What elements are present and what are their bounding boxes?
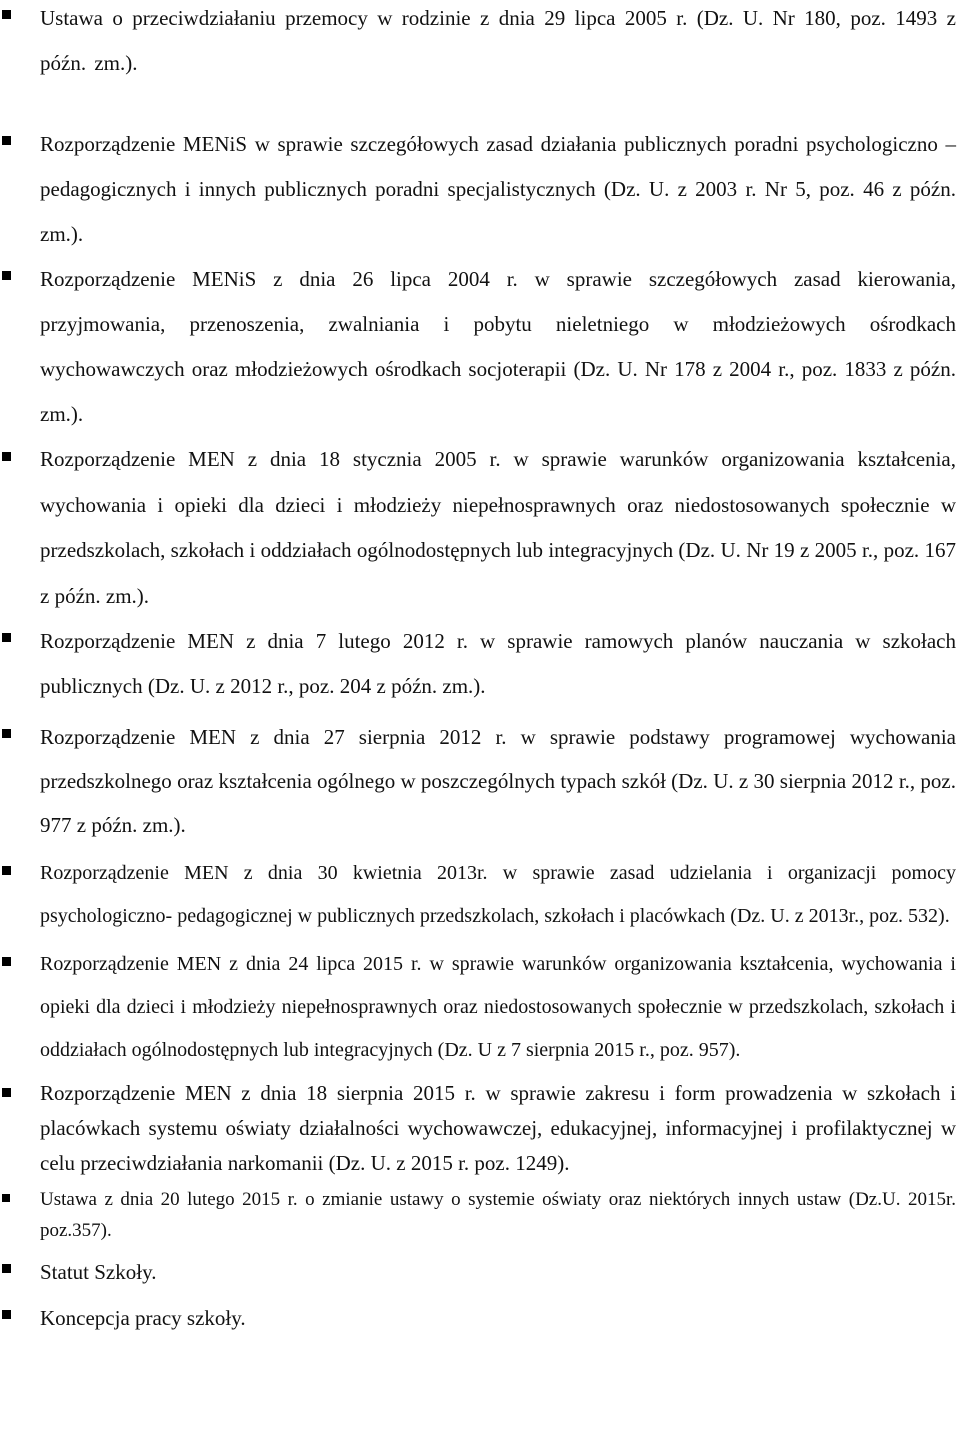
square-bullet-icon <box>2 452 11 461</box>
square-bullet-icon <box>2 633 11 642</box>
square-bullet-icon <box>2 1264 11 1273</box>
square-bullet-icon <box>2 729 11 738</box>
list-item-text: Rozporządzenie MEN z dnia 7 lutego 2012 r. w sprawie ramowych planów nauczania w szkołach publicznych (Dz. U. z 2012 r., poz. 204 z późn. zm.). <box>40 629 956 698</box>
list-item-text: Rozporządzenie MENiS z dnia 26 lipca 2004 r. w sprawie szczegółowych zasad kierowania, przyjmowania, przenoszenia, zwalniania i pobytu nieletniego w młodzieżowych ośrodkach wychowawczych oraz młodzieżowych ośrodkach socjoterapii (Dz. U. Nr 178 z 2004 r., poz. 1833 z późn. zm.). <box>40 267 956 426</box>
list-item-text: Rozporządzenie MEN z dnia 24 lipca 2015 r. w sprawie warunków organizowania kształcenia, wychowania i opieki dla dzieci i młodzieży niepełnosprawnych oraz niedostosowanych społecznie w przedszkolach, szkołach i oddziałach ogólnodostępnych lub integracyjnych (Dz. U z 7 sierpnia 2015 r., poz. 957). <box>40 953 956 1061</box>
list-item-text: Rozporządzenie MEN z dnia 18 sierpnia 2015 r. w sprawie zakresu i form prowadzenia w szkołach i placówkach systemu oświaty działalności wychowawczej, edukacyjnej, informacyjnej i profilaktycznej w celu przeciwdziałania narkomanii (Dz. U. z 2015 r. poz. 1249). <box>40 1081 956 1175</box>
list-item-text: Rozporządzenie MENiS w sprawie szczegółowych zasad działania publicznych poradni psychologiczno – pedagogicznych i innych publicznych poradni specjalistycznych (Dz. U. z 2003 r. Nr 5, poz. 46 z późn. zm.). <box>40 132 956 246</box>
square-bullet-icon <box>2 1194 10 1202</box>
square-bullet-icon <box>2 1088 11 1097</box>
list-item <box>0 715 960 847</box>
list-item <box>0 122 960 257</box>
list-item <box>0 1250 960 1294</box>
list-item <box>0 619 960 709</box>
list-item-text: Rozporządzenie MEN z dnia 18 stycznia 2005 r. w sprawie warunków organizowania kształcenia, wychowania i opieki dla dzieci i młodzieży niepełnosprawnych oraz niedostosowanych społecznie w przedszkolach, szkołach i oddziałach ogólnodostępnych lub integracyjnych (Dz. U. Nr 19 z 2005 r., poz. 167 z późn. zm.). <box>40 447 956 608</box>
list-item <box>0 1296 960 1340</box>
square-bullet-icon <box>2 1310 11 1319</box>
list-item-text: Ustawa o przeciwdziałaniu przemocy w rodzinie z dnia 29 lipca 2005 r. (Dz. U. Nr 180, poz. 1493 z późn. zm.). <box>40 6 956 75</box>
list-item-text: Statut Szkoły. <box>40 1260 157 1284</box>
list-item-text: Rozporządzenie MEN z dnia 30 kwietnia 2013r. w sprawie zasad udzielania i organizacji pomocy psychologiczno- pedagogicznej w publicznych przedszkolach, szkołach i placówkach (Dz. U. z 2013r., poz. 532). <box>40 862 956 927</box>
list-item <box>0 852 960 938</box>
square-bullet-icon <box>2 957 11 966</box>
square-bullet-icon <box>2 10 11 19</box>
list-item <box>0 437 960 619</box>
list-item <box>0 257 960 437</box>
list-item-text: Koncepcja pracy szkoły. <box>40 1306 246 1330</box>
list-item <box>0 1076 960 1181</box>
list-item <box>0 0 960 86</box>
square-bullet-icon <box>2 271 11 280</box>
square-bullet-icon <box>2 866 11 875</box>
list-item-text: Rozporządzenie MEN z dnia 27 sierpnia 2012 r. w sprawie podstawy programowej wychowania przedszkolnego oraz kształcenia ogólnego w poszczególnych typach szkół (Dz. U. z 30 sierpnia 2012 r., poz. 977 z późn. zm.). <box>40 725 956 837</box>
list-item-text: Ustawa z dnia 20 lutego 2015 r. o zmianie ustawy o systemie oświaty oraz niektórych innych ustaw (Dz.U. 2015r. poz.357). <box>40 1189 956 1241</box>
list-item <box>0 1184 960 1246</box>
list-item <box>0 943 960 1072</box>
square-bullet-icon <box>2 136 11 145</box>
